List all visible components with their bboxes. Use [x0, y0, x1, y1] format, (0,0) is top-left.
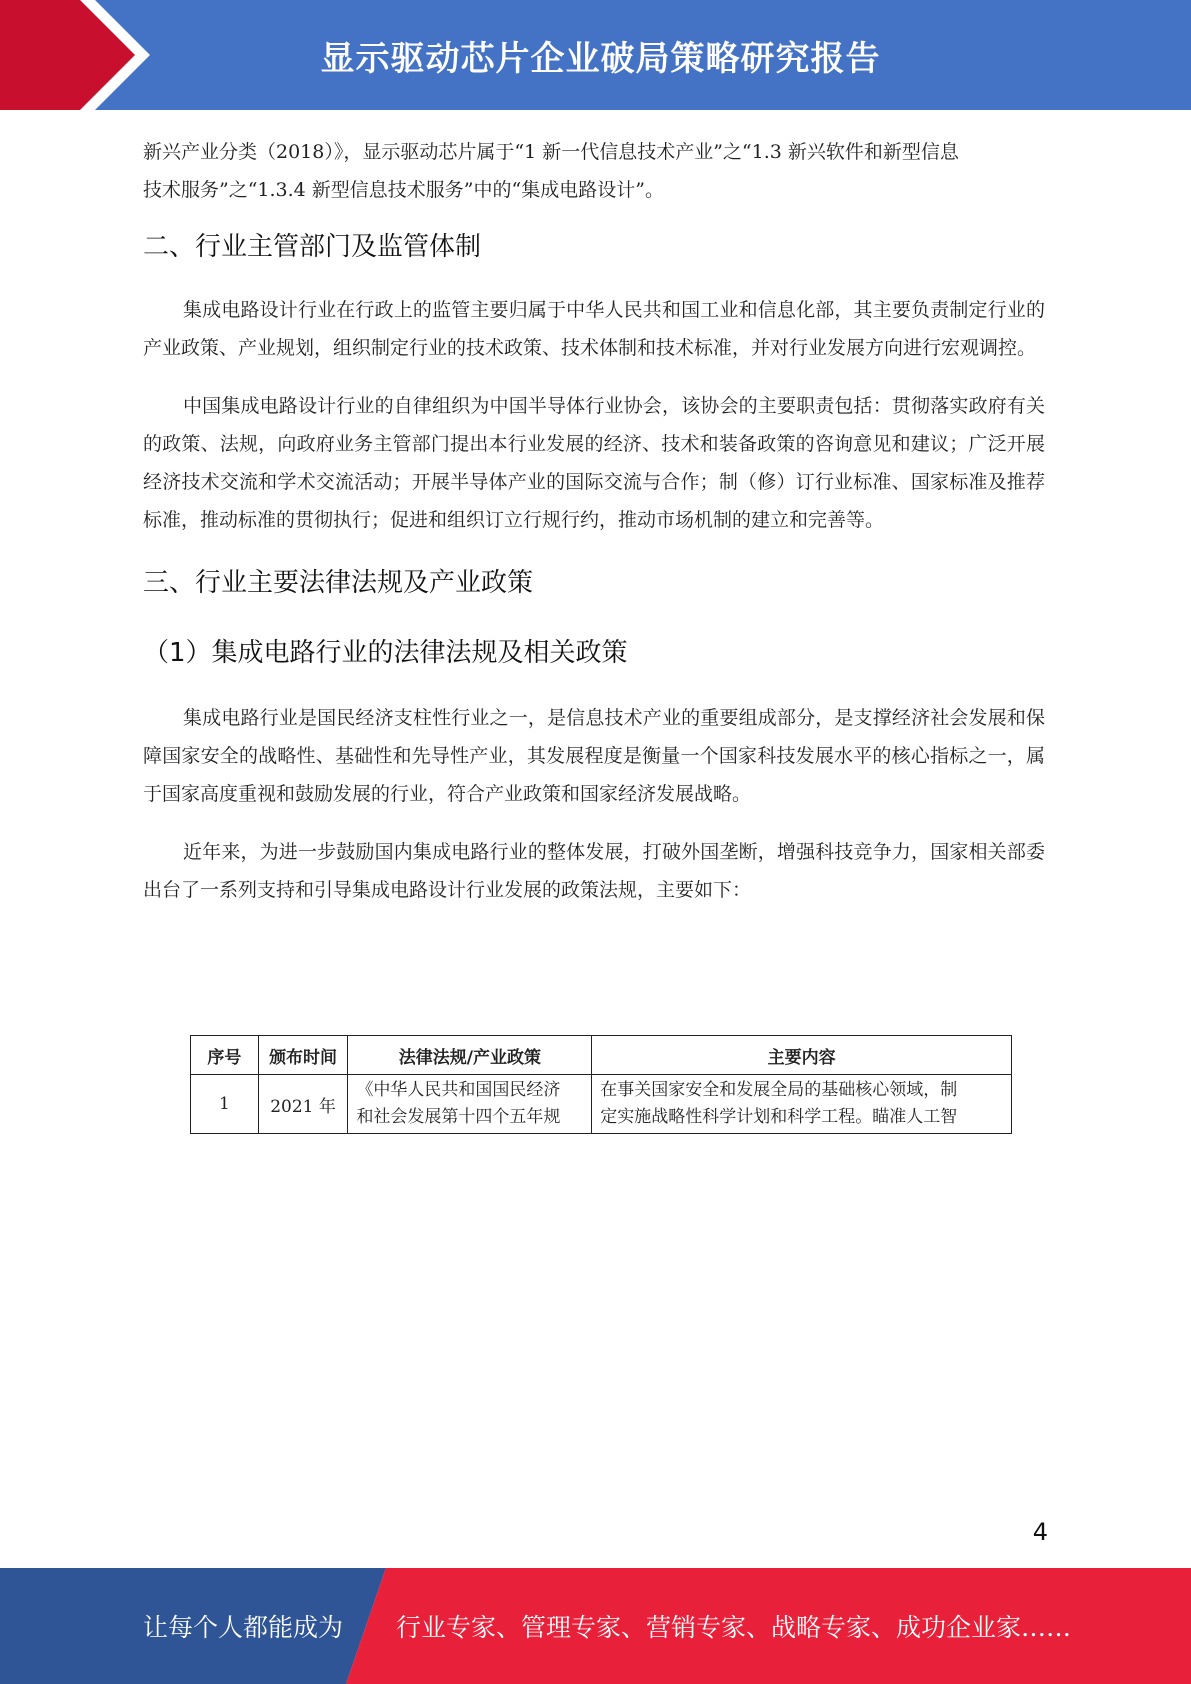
header-date: 颁布时间	[258, 1036, 348, 1075]
document-body	[143, 133, 1045, 909]
table-row	[191, 1075, 1012, 1134]
page-footer	[0, 1568, 1191, 1684]
intro-line-2: 技术服务”之“1.3.4 新型信息技术服务”中的“集成电路设计”。	[143, 179, 664, 201]
row-index: 1	[191, 1075, 259, 1134]
section-2-paragraph-1: 集成电路设计行业在行政上的监管主要归属于中华人民共和国工业和信息化部，其主要负责制定行业的产业政策、产业规划，组织制定行业的技术政策、技术体制和技术标准，并对行业发展方向进行宏观调控。	[143, 299, 1045, 359]
row-year: 2021 年	[258, 1075, 348, 1134]
section-3-paragraph-1: 集成电路行业是国民经济支柱性行业之一，是信息技术产业的重要组成部分，是支撑经济社会发展和保障国家安全的战略性、基础性和先导性产业，其发展程度是衡量一个国家科技发展水平的核心指标之一，属于国家高度重视和鼓励发展的行业，符合产业政策和国家经济发展战略。	[143, 707, 1045, 805]
section-2-heading: 二、行业主管部门及监管体制	[143, 232, 482, 262]
page-number: 4	[1032, 1518, 1048, 1546]
row-content-line-1: 在事关国家安全和发展全局的基础核心领域，制	[600, 1080, 958, 1100]
policy-table	[190, 1035, 1012, 1134]
header-index: 序号	[191, 1036, 259, 1075]
table-header-row	[191, 1036, 1012, 1075]
footer-slogan-right: 行业专家、管理专家、营销专家、战略专家、成功企业家……	[396, 1613, 1072, 1642]
section-3-heading: 三、行业主要法律法规及产业政策	[143, 568, 534, 598]
subsection-1-heading: （1）集成电路行业的法律法规及相关政策	[143, 638, 628, 668]
row-content	[592, 1075, 1012, 1134]
row-policy	[348, 1075, 592, 1134]
page-header	[0, 0, 1191, 110]
header-policy: 法律法规/产业政策	[348, 1036, 592, 1075]
report-title: 显示驱动芯片企业破局策略研究报告	[320, 38, 881, 79]
row-policy-line-2: 和社会发展第十四个五年规	[356, 1107, 561, 1127]
section-2-paragraph-2: 中国集成电路设计行业的自律组织为中国半导体行业协会，该协会的主要职责包括：贯彻落实政府有关的政策、法规，向政府业务主管部门提出本行业发展的经济、技术和装备政策的咨询意见和建议；广泛开展经济技术交流和学术交流活动；开展半导体产业的国际交流与合作；制（修）订行业标准、国家标准及推荐标准，推动标准的贯彻执行；促进和组织订立行规行约，推动市场机制的建立和完善等。	[143, 395, 1045, 531]
footer-slogan-left: 让每个人都能成为	[143, 1613, 344, 1642]
row-policy-line-1: 《中华人民共和国国民经济	[356, 1080, 561, 1100]
policy-table-container	[190, 1035, 1012, 1134]
header-content: 主要内容	[592, 1036, 1012, 1075]
section-3-paragraph-2: 近年来，为进一步鼓励国内集成电路行业的整体发展，打破外国垄断，增强科技竞争力，国家相关部委出台了一系列支持和引导集成电路设计行业发展的政策法规，主要如下：	[143, 841, 1045, 901]
intro-line-1: 新兴产业分类（2018）》，显示驱动芯片属于“1 新一代信息技术产业”之“1.3 新兴软件和新型信息	[143, 141, 959, 163]
row-content-line-2: 定实施战略性科学计划和科学工程。瞄准人工智	[600, 1107, 958, 1127]
